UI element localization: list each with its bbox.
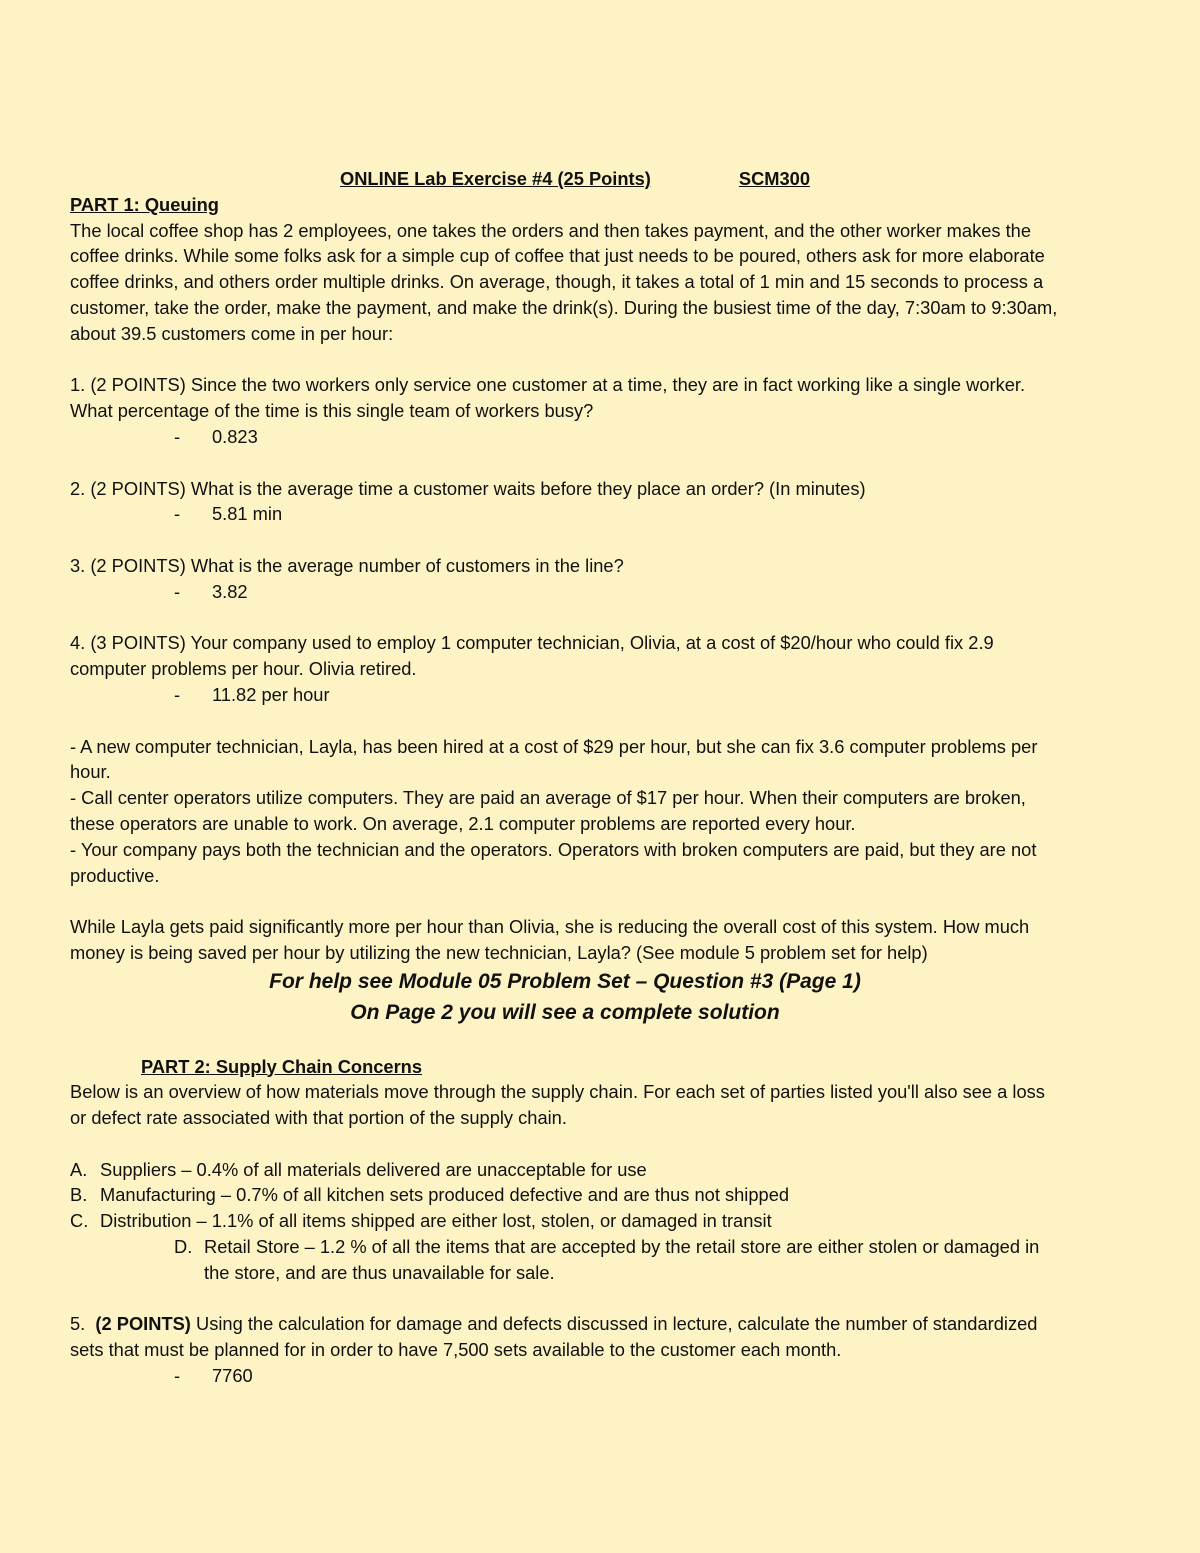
list-item-label: D. (174, 1236, 193, 1258)
list-item-retail-store (70, 1234, 1060, 1286)
list-item-text: Suppliers – 0.4% of all materials delivered are unacceptable for use (100, 1158, 647, 1180)
list-item-text: Distribution – 1.1% of all items shipped are either lost, stolen, or damaged in transit (100, 1210, 772, 1232)
answer-1-value: 0.823 (212, 425, 258, 447)
list-item-label: C. (70, 1210, 89, 1232)
bullet-new-technician: - A new computer technician, Layla, has been hired at a cost of $29 per hour, but she can fix 3.6 computer problems per hour. (70, 735, 1038, 783)
answer-5-value: 7760 (212, 1365, 253, 1387)
answer-dash: - (174, 503, 181, 525)
course-code: SCM300 (738, 168, 811, 189)
help-note-line-2: On Page 2 you will see a complete solution (350, 1000, 780, 1024)
answer-1 (70, 424, 1060, 450)
part1-heading: PART 1: Queuing (70, 193, 219, 215)
answer-4 (70, 682, 1060, 708)
answer-2-value: 5.81 min (212, 503, 283, 525)
list-item-text: Retail Store – 1.2 % of all the items that are accepted by the retail store are either stolen or damaged in the store, and are thus unavailable for sale. (204, 1236, 1040, 1283)
help-note-line-1: For help see Module 05 Problem Set – Question #3 (Page 1) (269, 969, 861, 993)
answer-3 (70, 579, 1060, 605)
title-main: ONLINE Lab Exercise #4 (25 Points) (340, 168, 651, 189)
part2-intro: Below is an overview of how materials move through the supply chain. For each set of parties listed you'll also see a loss or defect rate associated with that portion of the supply chain. (70, 1081, 1045, 1129)
list-item-label: A. (70, 1158, 88, 1180)
bullet-call-center: - Call center operators utilize computers. They are paid an average of $17 per hour. When their computers are broken, these operators are unable to work. On average, 2.1 computer problems are reported every hour. (70, 787, 1026, 834)
question-5-number: 5. (70, 1313, 86, 1335)
list-item-manufacturing (70, 1182, 1060, 1208)
question-2: 2. (2 POINTS) What is the average time a customer waits before they place an order? (In minutes) (70, 477, 866, 499)
bullet-company-pays: - Your company pays both the technician and the operators. Operators with broken computers are paid, but they are not productive. (70, 838, 1037, 886)
answer-3-value: 3.82 (212, 580, 248, 602)
answer-dash: - (174, 425, 181, 447)
question-4: 4. (3 POINTS) Your company used to employ 1 computer technician, Olivia, at a cost of $20/hour who could fix 2.9 computer problems per hour. Olivia retired. (70, 632, 994, 680)
list-item-text: Manufacturing – 0.7% of all kitchen sets produced defective and are thus not shipped (100, 1184, 790, 1206)
question-5-points: (2 POINTS) (95, 1313, 191, 1335)
list-item-label: B. (70, 1184, 88, 1206)
answer-5 (70, 1363, 1060, 1389)
question-4-closing: While Layla gets paid significantly more per hour than Olivia, she is reducing the overall cost of this system. How much money is being saved per hour by utilizing the new technician, Layla? (See module 5 problem set for help) (70, 916, 1030, 963)
document-title (340, 166, 1060, 192)
question-5 (70, 1311, 1060, 1363)
answer-2 (70, 501, 1060, 527)
document-body (70, 166, 1060, 1389)
part2-heading: PART 2: Supply Chain Concerns (141, 1055, 423, 1077)
answer-dash: - (174, 1365, 181, 1387)
answer-dash: - (174, 683, 181, 705)
question-1: 1. (2 POINTS) Since the two workers only service one customer at a time, they are in fact working like a single worker. What percentage of the time is this single team of workers busy? (70, 374, 1026, 422)
list-item-distribution (70, 1208, 1060, 1234)
list-item-suppliers (70, 1157, 1060, 1183)
answer-dash: - (174, 580, 181, 602)
question-5-text: Using the calculation for damage and defects discussed in lecture, calculate the number of standardized sets that must be planned for in order to have 7,500 sets available to the customer each month. (70, 1313, 1038, 1361)
answer-4-value: 11.82 per hour (212, 683, 330, 705)
part1-intro: The local coffee shop has 2 employees, one takes the orders and then takes payment, and the other worker makes the coffee drinks. While some folks ask for a simple cup of coffee that just needs to be poured, others ask for more elaborate coffee drinks, and others order multiple drinks. On average, though, it takes a total of 1 min and 15 seconds to process a customer, take the order, make the payment, and make the drink(s). During the busiest time of the day, 7:30am to 9:30am, about 39.5 customers come in per hour: (70, 219, 1058, 344)
question-3: 3. (2 POINTS) What is the average number of customers in the line? (70, 554, 624, 576)
